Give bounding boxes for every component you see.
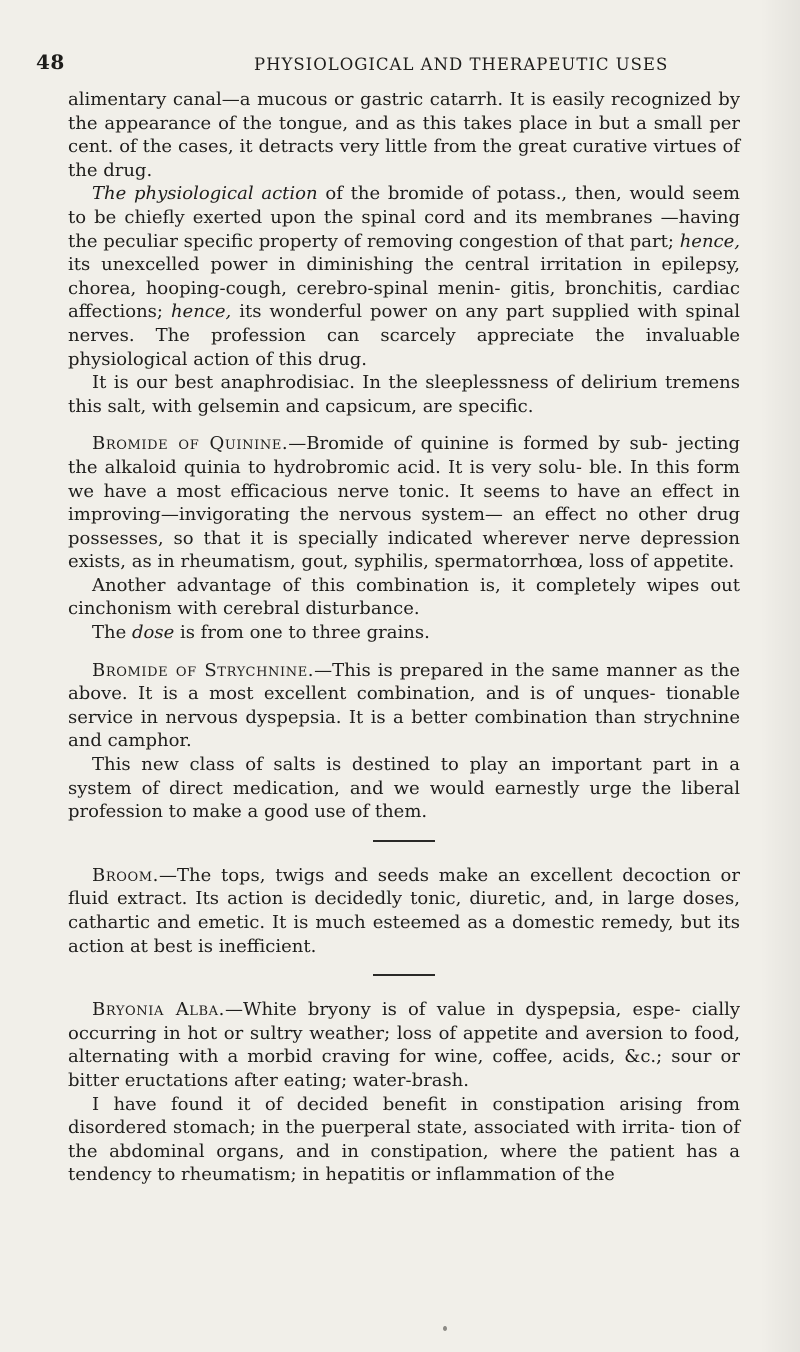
body-text	[68, 88, 740, 1187]
section-broom: Broom.—The tops, twigs and seeds make an excellent decoction or fluid extract. Its action is decidedly tonic, diuretic, and, in large doses, cathartic and emetic. It is much esteemed as a domestic remedy, but its action at best is inefficient.	[68, 864, 740, 957]
italic-phrase: The physiological action	[92, 183, 318, 205]
paper-speck	[443, 1326, 447, 1331]
paragraph-quinine-dose: The dose is from one to three grains.	[92, 622, 430, 644]
running-head: PHYSIOLOGICAL AND THERAPEUTIC USES	[254, 55, 669, 74]
section-heading: Bromide of Quinine.	[92, 433, 289, 455]
paragraph-physiological-action: The physiological action of the bromide of potass., then, would seem to be chiefly exerted upon the spinal cord and its membranes —having the peculiar specific property of removing congestion of that part; hence, its unexcelled power in diminishing the central irritation in epilepsy, chorea, hooping-cough, cerebro-spinal menin- gitis, bronchitis, cardiac affections; hence, its wonderful power on any part supplied with spinal nerves. The profession can scarcely appreciate the invaluable physiological action of this drug.	[68, 183, 740, 370]
paragraph-new-class-of-salts: This new class of salts is destined to play an important part in a system of direct medication, and we would earnestly urge the liberal profession to make a good use of them.	[68, 754, 740, 823]
paragraph-continuation: alimentary canal—a mucous or gastric catarrh. It is easily recognized by the appearance of the tongue, and as this takes place in but a small per cent. of the cases, it detracts very little from the great curative virtues of the drug.	[68, 89, 740, 181]
paragraph-anaphrodisiac: It is our best anaphrodisiac. In the sleeplessness of delirium tremens this salt, with gelsemin and capsicum, are specific.	[68, 372, 740, 417]
italic-hence: hence,	[679, 230, 740, 252]
section-bromide-of-strychnine: Bromide of Strychnine.—This is prepared in the same manner as the above. It is a most excellent combination, and is of unques- tionable service in nervous dyspepsia. It is a better combination than strychnine and camphor.	[68, 659, 740, 752]
paragraph-quinine-advantage: Another advantage of this combination is, it completely wipes out cinchonism with cerebral disturbance.	[68, 574, 740, 620]
paragraph-bryonia-benefit: I have found it of decided benefit in constipation arising from disordered stomach; in the puerperal state, associated with irrita- tion of the abdominal organs, and in constipation, where the patient has a tendency to rheumatism; in hepatitis or inflammation of the	[68, 1093, 740, 1186]
section-divider	[373, 974, 435, 976]
page-number: 48	[36, 50, 65, 74]
section-bromide-of-quinine: Bromide of Quinine.—Bromide of quinine is formed by sub- jecting the alkaloid quinia to hydrobromic acid. It is very solu- ble. In this form we have a most efficacious nerve tonic. It seems to have an effect in improving—invigorating the nervous system— an effect no other drug possesses, so that it is specially indicated wherever nerve depression exists, as in rheumatism, gout, syphilis, spermatorrhœa, loss of appetite.	[68, 433, 741, 573]
italic-dose: dose	[131, 622, 175, 644]
section-heading: Broom.	[92, 864, 159, 886]
section-heading: Bryonia Alba.	[92, 999, 225, 1021]
section-divider	[373, 840, 435, 842]
italic-hence: hence,	[170, 301, 232, 323]
page-edge-shadow	[760, 0, 800, 1352]
section-heading: Bromide of Strychnine.	[92, 659, 315, 681]
section-bryonia-alba: Bryonia Alba.—White bryony is of value in dyspepsia, espe- cially occurring in hot or sultry weather; loss of appetite and aversion to food, alternating with a morbid craving for wine, coffee, acids, &c.; sour or bitter eructations after eating; water-brash.	[68, 999, 740, 1091]
